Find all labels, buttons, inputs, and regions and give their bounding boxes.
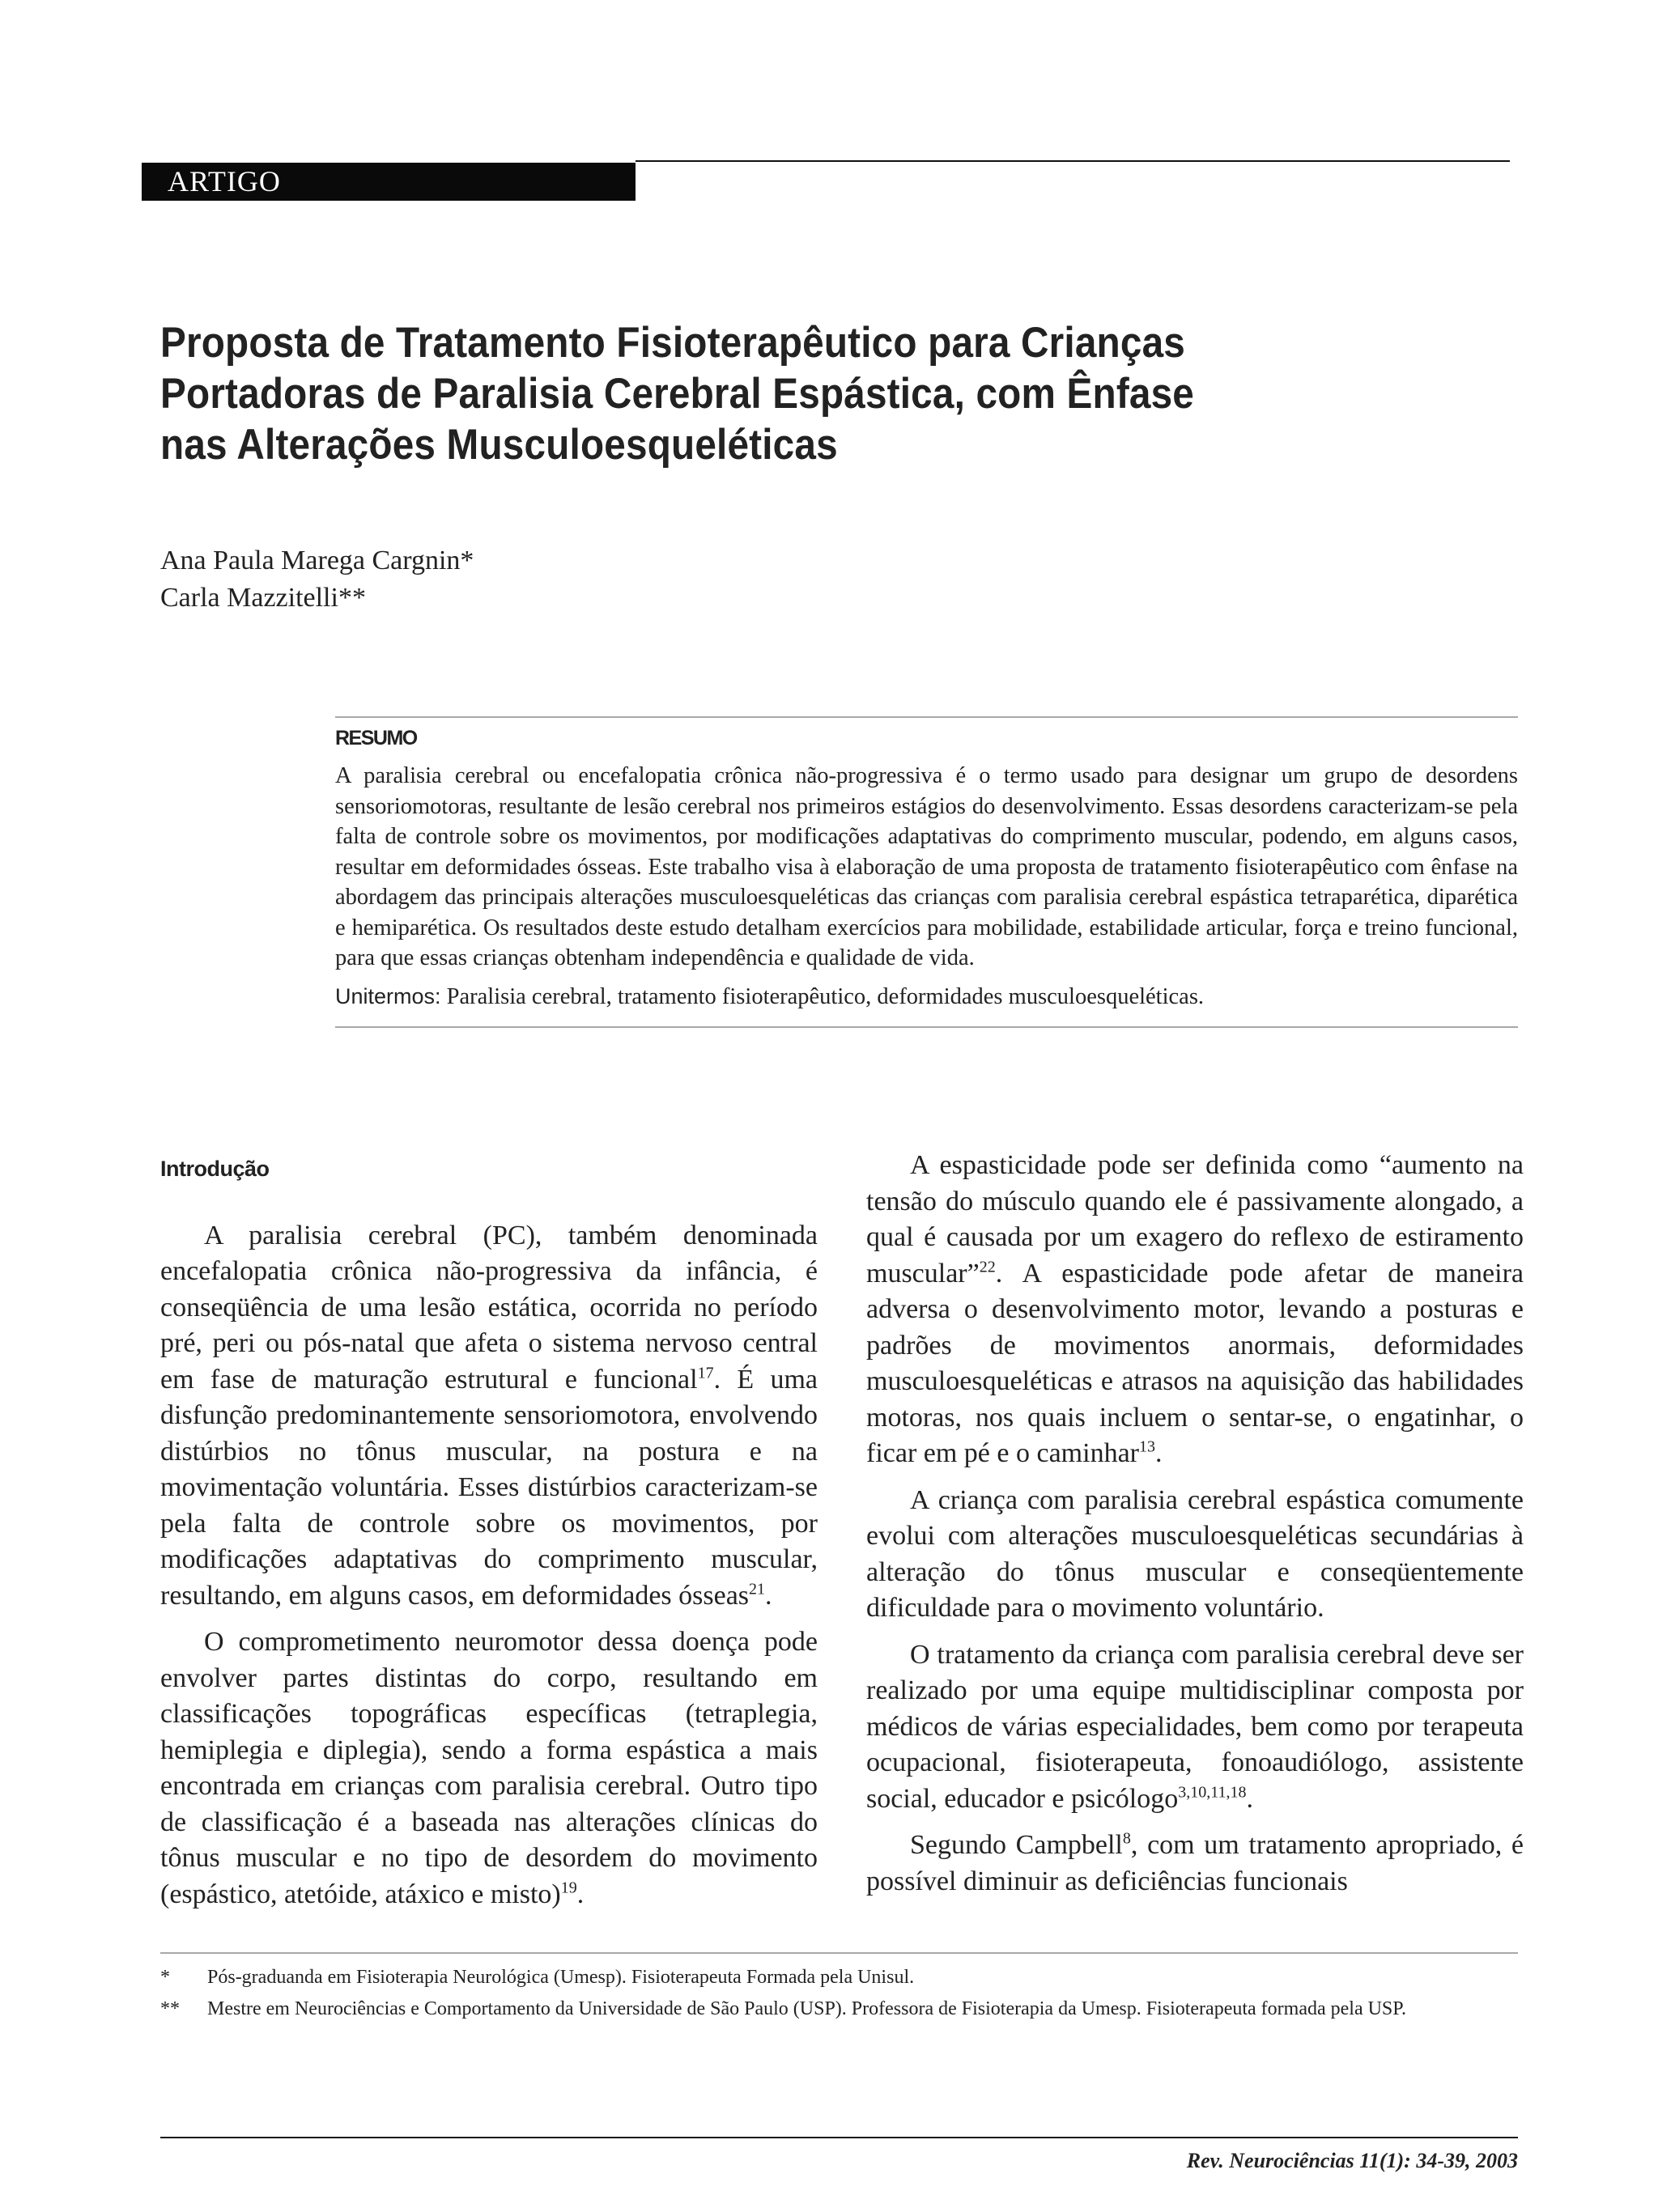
title-line: Portadoras de Paralisia Cerebral Espástica, com Ênfase [160, 370, 1195, 418]
citation: 17 [697, 1364, 714, 1382]
author: Carla Mazzitelli** [160, 583, 366, 613]
author: Ana Paula Marega Cargnin* [160, 546, 474, 575]
citation: 21 [749, 1580, 766, 1598]
footnote [160, 1965, 1518, 1990]
section-tag: ARTIGO [142, 163, 636, 201]
keywords [335, 982, 1518, 1012]
keywords-label: Unitermos: [335, 984, 441, 1008]
journal-reference: Rev. Neurociências 11(1): 34-39, 2003 [1186, 2149, 1518, 2172]
keywords-text: Paralisia cerebral, tratamento fisioterapêutico, deformidades musculoesqueléticas. [446, 984, 1205, 1009]
abstract-bottom-rule [335, 1026, 1518, 1028]
citation: 13 [1138, 1437, 1155, 1456]
title-line: Proposta de Tratamento Fisioterapêutico para Crianças [160, 319, 1186, 367]
title-line: nas Alterações Musculoesqueléticas [160, 421, 838, 469]
left-column [160, 1151, 818, 1923]
right-column [866, 1148, 1524, 1910]
abstract-heading: RESUMO [335, 727, 417, 749]
paragraph: A criança com paralisia cerebral espástica comumente evolui com alterações musculoesqueléticas secundárias à alteração do tônus muscular e conseqüentemente dificuldade para o movimento voluntário. [866, 1484, 1524, 1623]
paragraph: Segundo Campbell$^8$, com um tratamento apropriado, é possível diminuir as deficiências funcionais [866, 1829, 1524, 1896]
paragraph: A paralisia cerebral (PC), também denominada encefalopatia crônica não-progressiva da infância, é conseqüência de uma lesão estática, ocorrida no período pré, peri ou pós-natal que afeta o sistema nervoso central em fase de maturação estrutural e funcional$^{17}$. É uma disfunção predominantemente sensoriomotora, envolvendo distúrbios no tônus muscular, na postura e na movimentação voluntária. Esses distúrbios caracterizam-se pela falta de controle sobre os movimentos, por modificações adaptativas do comprimento muscular, resultando, em alguns casos, em deformidades ósseas$^{21}$. [160, 1220, 818, 1611]
footnote-mark: ** [160, 1998, 180, 2019]
citation: 3,10,11,18 [1178, 1783, 1247, 1802]
citation: 22 [979, 1258, 996, 1276]
paragraph: O comprometimento neuromotor dessa doença pode envolver partes distintas do corpo, resultando em classificações topográficas específicas (tetraplegia, hemiplegia e diplegia), sendo a forma espástica a mais encontrada em crianças com paralisia cerebral. Outro tipo de classificação é a baseada nas alterações clínicas do tônus muscular e no tipo de desordem do movimento (espástico, atetóide, atáxico e misto)$^{19}$. [160, 1627, 818, 1909]
citation: 19 [560, 1879, 577, 1897]
footer-rule [160, 2137, 1518, 2138]
footnote-rule [160, 1952, 1518, 1954]
citation: 8 [1122, 1829, 1131, 1848]
paragraph: A espasticidade pode ser definida como “aumento na tensão do músculo quando ele é passivamente alongado, a qual é causada por um exagero do reflexo de estiramento muscular”$^{22}$. A espasticidade pode afetar de maneira adversa o desenvolvimento motor, levando a posturas e padrões de movimentos anormais, deformidades musculoesqueléticas e atrasos na aquisição das habilidades motoras, nos quais incluem o sentar-se, o engatinhar, o ficar em pé e o caminhar$^{13}$. [866, 1150, 1524, 1468]
footnotes [160, 1965, 1518, 2027]
abstract-top-rule [335, 716, 1518, 718]
footnote-mark: * [160, 1967, 170, 1988]
author-list [160, 542, 474, 617]
section-heading: Introdução [160, 1157, 270, 1181]
footnote-text: Pós-graduanda em Fisioterapia Neurológica (Umesp). Fisioterapeuta Formada pela Unisul. [207, 1967, 915, 1988]
footnote-text: Mestre em Neurociências e Comportamento da Universidade de São Paulo (USP). Professora de Fisioterapia da Umesp. Fisioterapeuta formada pela USP. [207, 1998, 1406, 2019]
paragraph: O tratamento da criança com paralisia cerebral deve ser realizado por uma equipe multidisciplinar composta por médicos de várias especialidades, bem como por terapeuta ocupacional, fisioterapeuta, fonoaudiólogo, assistente social, educador e psicólogo$^{3,10,11,18}$. [866, 1639, 1524, 1814]
footnote [160, 1997, 1518, 2022]
header-rule [636, 160, 1510, 162]
article-title [160, 317, 1399, 470]
abstract-text: A paralisia cerebral ou encefalopatia crônica não-progressiva é o termo usado para designar um grupo de desordens sensoriomotoras, resultante de lesão cerebral nos primeiros estágios do desenvolvimento. Essas desordens caracterizam-se pela falta de controle sobre os movimentos, por modificações adaptativas do comprimento muscular, podendo, em alguns casos, resultar em deformidades ósseas. Este trabalho visa à elaboração de uma proposta de tratamento fisioterapêutico com ênfase na abordagem das principais alterações musculoesqueléticas das crianças com paralisia cerebral espástica tetraparética, diparética e hemiparética. Os resultados deste estudo detalham exercícios para mobilidade, estabilidade articular, força e treino funcional, para que essas crianças obtenham independência e qualidade de vida. [335, 763, 1518, 970]
